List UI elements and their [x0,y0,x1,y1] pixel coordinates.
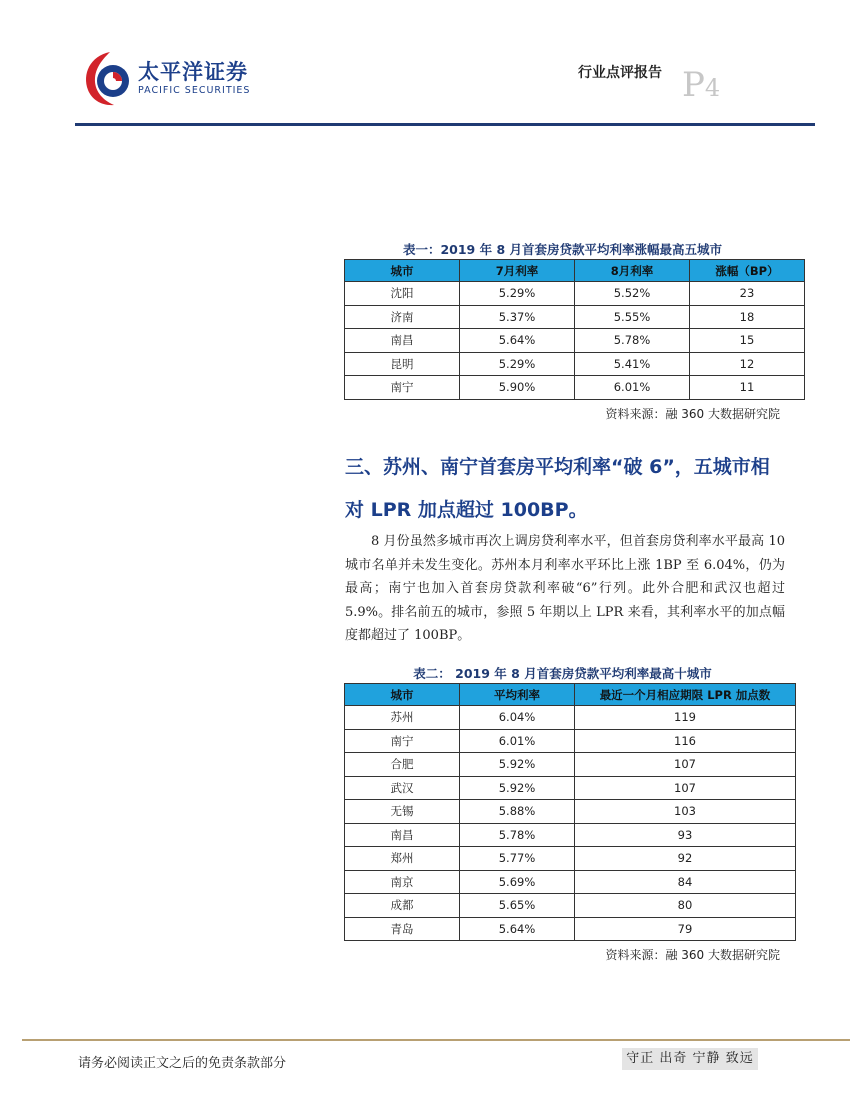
table-cell: 107 [575,753,796,777]
body-paragraph: 8 月份虽然多城市再次上调房贷利率水平，但首套房贷利率水平最高 10 城市名单并未发生变化。苏州本月利率水平环比上涨 1BP 至 6.04%，仍为最高；南宁也加入首套房贷款利率破“6”行列。此外合肥和武汉也超过 5.9%。排名前五的城市，参照 5 年期以上 LPR 来看，其利率水平的加点幅度都超过了 100BP。 [345,534,785,643]
table-cell: 92 [575,847,796,871]
table-cell: 合肥 [345,753,460,777]
table2-header-cell: 最近一个月相应期限 LPR 加点数 [575,684,796,706]
table2 [344,683,796,941]
table-cell: 5.78% [460,823,575,847]
table-cell: 5.88% [460,800,575,824]
logo-english-name: PACIFIC SECURITIES [138,85,251,96]
table-cell: 5.65% [460,894,575,918]
table-cell: 5.69% [460,870,575,894]
table-row [345,870,796,894]
table-row [345,352,805,376]
section-title-line1: 三、苏州、南宁首套房平均利率“破 6”，五城市相 [345,456,770,478]
table-row [345,894,796,918]
table-cell: 青岛 [345,917,460,941]
table-cell: 南京 [345,870,460,894]
table-cell: 5.29% [460,282,575,306]
company-logo [80,48,250,110]
table-cell: 116 [575,729,796,753]
page-number [682,65,721,105]
page-digit: 4 [704,74,721,102]
table-row [345,800,796,824]
table2-header-row [345,684,796,706]
table-cell: 5.64% [460,917,575,941]
table-row [345,753,796,777]
table-cell: 84 [575,870,796,894]
section-title-line2: 对 LPR 加点超过 100BP。 [345,499,588,521]
table1-header-cell: 涨幅（BP） [690,260,805,282]
table-cell: 5.64% [460,329,575,353]
header-divider [75,123,815,126]
table-cell: 南宁 [345,376,460,400]
table-row [345,282,805,306]
table-row [345,729,796,753]
table-cell: 12 [690,352,805,376]
company-slogan: 守正 出奇 宁静 致远 [622,1048,758,1070]
page-letter: P [682,65,705,105]
table-cell: 5.77% [460,847,575,871]
table1-header-row [345,260,805,282]
table-row [345,917,796,941]
footer-divider [22,1039,850,1041]
table1-header-cell: 7月利率 [460,260,575,282]
table-cell: 济南 [345,305,460,329]
table-cell: 103 [575,800,796,824]
table-cell: 5.92% [460,753,575,777]
table-cell: 5.55% [575,305,690,329]
table2-header-cell: 城市 [345,684,460,706]
table-cell: 6.04% [460,706,575,730]
table-row [345,329,805,353]
table-cell: 23 [690,282,805,306]
table-cell: 5.29% [460,352,575,376]
table2-header-cell: 平均利率 [460,684,575,706]
table-cell: 6.01% [575,376,690,400]
table-row [345,305,805,329]
table-cell: 郑州 [345,847,460,871]
table1-caption: 表一：2019 年 8 月首套房贷款平均利率涨幅最高五城市 [402,242,723,257]
table-cell: 6.01% [460,729,575,753]
table-cell: 5.52% [575,282,690,306]
table-cell: 武汉 [345,776,460,800]
pacific-logo-icon [80,48,136,110]
table-cell: 南宁 [345,729,460,753]
table2-caption: 表二： 2019 年 8 月首套房贷款平均利率最高十城市 [413,666,712,681]
table-cell: 5.92% [460,776,575,800]
section-title [345,446,790,532]
table-cell: 昆明 [345,352,460,376]
table2-source: 资料来源：融 360 大数据研究院 [605,948,780,962]
table-cell: 15 [690,329,805,353]
table-cell: 80 [575,894,796,918]
table-cell: 93 [575,823,796,847]
table1-source: 资料来源：融 360 大数据研究院 [605,407,780,421]
table-cell: 5.41% [575,352,690,376]
table1-header-cell: 城市 [345,260,460,282]
table-row [345,706,796,730]
table-cell: 107 [575,776,796,800]
table-row [345,376,805,400]
table-cell: 苏州 [345,706,460,730]
table-cell: 南昌 [345,823,460,847]
table-cell: 5.78% [575,329,690,353]
table1 [344,259,805,400]
table-cell: 5.90% [460,376,575,400]
table-cell: 119 [575,706,796,730]
logo-chinese-name: 太平洋证券 [138,60,248,84]
table-row [345,847,796,871]
table1-header-cell: 8月利率 [575,260,690,282]
table-cell: 11 [690,376,805,400]
table-cell: 79 [575,917,796,941]
disclaimer-note: 请务必阅读正文之后的免责条款部分 [78,1056,287,1071]
table-cell: 沈阳 [345,282,460,306]
table-cell: 无锡 [345,800,460,824]
table-cell: 南昌 [345,329,460,353]
report-type: 行业点评报告 [578,65,662,81]
table-row [345,776,796,800]
table-cell: 成都 [345,894,460,918]
table-row [345,823,796,847]
table-cell: 18 [690,305,805,329]
table-cell: 5.37% [460,305,575,329]
